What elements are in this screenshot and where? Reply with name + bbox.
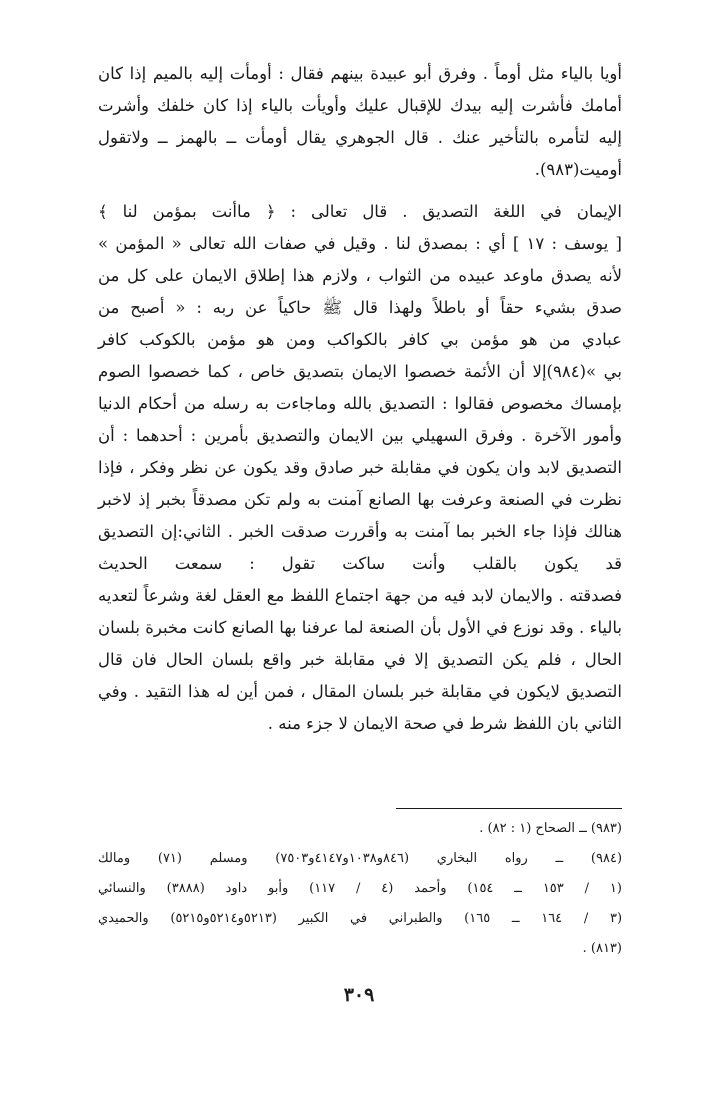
text-line: نظرت في الصنعة وعرفت بها الصانع آمنت به ولم تكن مصدقاً بخبر إذ لاخبر (98, 490, 622, 509)
text-line: الحال ، فلم يكن التصديق إلا في مقابلة خبر واقع بلسان الحال فان قال (98, 650, 622, 669)
text-line: [ يوسف : ١٧ ] أي : بمصدق لنا . وقيل في صفات الله تعالى « المؤمن » (98, 234, 622, 253)
text-line: صدق بشيء حقاً أو باطلاً ولهذا قال ﷺ حاكياً عن ربه : « أصبح من (98, 298, 622, 317)
text-line: لأنه يصدق ماوعد عبيده من الثواب ، ولازم هذا إطلاق الايمان على كل من (98, 266, 622, 285)
footnote-line: (١ / ١٥٣ ــ ١٥٤) وأحمد (٤ / ١١٧) وأبو داود (٣٨٨٨) والنسائي (98, 881, 622, 896)
text-line: أوميت(٩٨٣). (534, 160, 622, 179)
paragraph-2 (98, 196, 622, 740)
text-line: أويا بالياء مثل أوماً . وفرق أبو عبيدة بينهم فقال : أومأت إليه بالميم إذا كان (98, 64, 622, 83)
text-line: التصديق لابد وان يكون في مقابلة خبر صادق وقد يكون عن نظر وفكر ، فإذا (98, 458, 622, 477)
footnote-divider (396, 808, 622, 809)
text-line: أمامك فأشرت إليه بيدك للإقبال عليك وأويأت بالياء إذا كان خلفك وأشرت (98, 96, 622, 115)
text-line: بإمساك مخصوص فقالوا : التصديق بالله وماجاءت به رسله من أحكام الدنيا (98, 394, 622, 413)
text-line: بي »(٩٨٤)إلا أن الأئمة خصصوا الايمان بتصديق خاص ، كما خصصوا الصوم (98, 362, 622, 381)
paragraph-1 (98, 58, 622, 186)
footnote-line: (٩٨٤) ــ رواه البخاري (٨٤٦و١٠٣٨و٤١٤٧و٧٥٠٣) ومسلم (٧١) ومالك (98, 851, 623, 866)
text-line: هنالك فإذا جاء الخبر بما آمنت به وأقررت صدقت الخبر . الثاني:إن التصديق (98, 522, 622, 541)
text-line: إليه لتأمره بالتأخير عنك . قال الجوهري يقال أومأت ــ بالهمز ــ ولاتقول (98, 128, 622, 147)
text-line: بالياء . وقد نوزع في الأول بأن الصنعة لما عرفنا بها الصانع كانت مخبرة بلسان (98, 618, 622, 637)
footnote-line: (٨١٣) . (582, 941, 622, 956)
text-line: قد يكون بالقلب وأنت ساكت تقول : سمعت الحديث (98, 554, 622, 573)
footnote-line: (٣ / ١٦٤ ــ ١٦٥) والطبراني في الكبير (٥٢١٣و٥٢١٤و٥٢١٥) والحميدي (98, 911, 623, 926)
text-line: الإيمان في اللغة التصديق . قال تعالى : ﴿ ماأنت بمؤمن لنا ﴾ (98, 202, 622, 221)
footnote-line: (٩٨٣) ــ الصحاح (١ : ٨٢) . (479, 821, 622, 836)
text-line: عبادي من هو مؤمن بي كافر بالكواكب ومن هو مؤمن بالكوكب كافر (98, 330, 622, 349)
text-line: وأمور الآخرة . وفرق السهيلي بين الايمان والتصديق بأمرين : أحدهما : أن (98, 426, 622, 445)
page-number: ٣٠٩ (343, 984, 375, 1006)
text-line: الثاني بان اللفظ شرط في صحة الايمان لا جزء منه . (267, 714, 622, 733)
footnotes (98, 814, 622, 964)
text-line: التصديق لايكون في مقابلة خبر بلسان المقال ، فمن أين له هذا التقيد . وفي (98, 682, 622, 701)
text-line: فصدقته . والايمان لابد فيه من جهة اجتماع اللفظ مع العقل لغة وشرعاً لتعديه (98, 586, 622, 605)
